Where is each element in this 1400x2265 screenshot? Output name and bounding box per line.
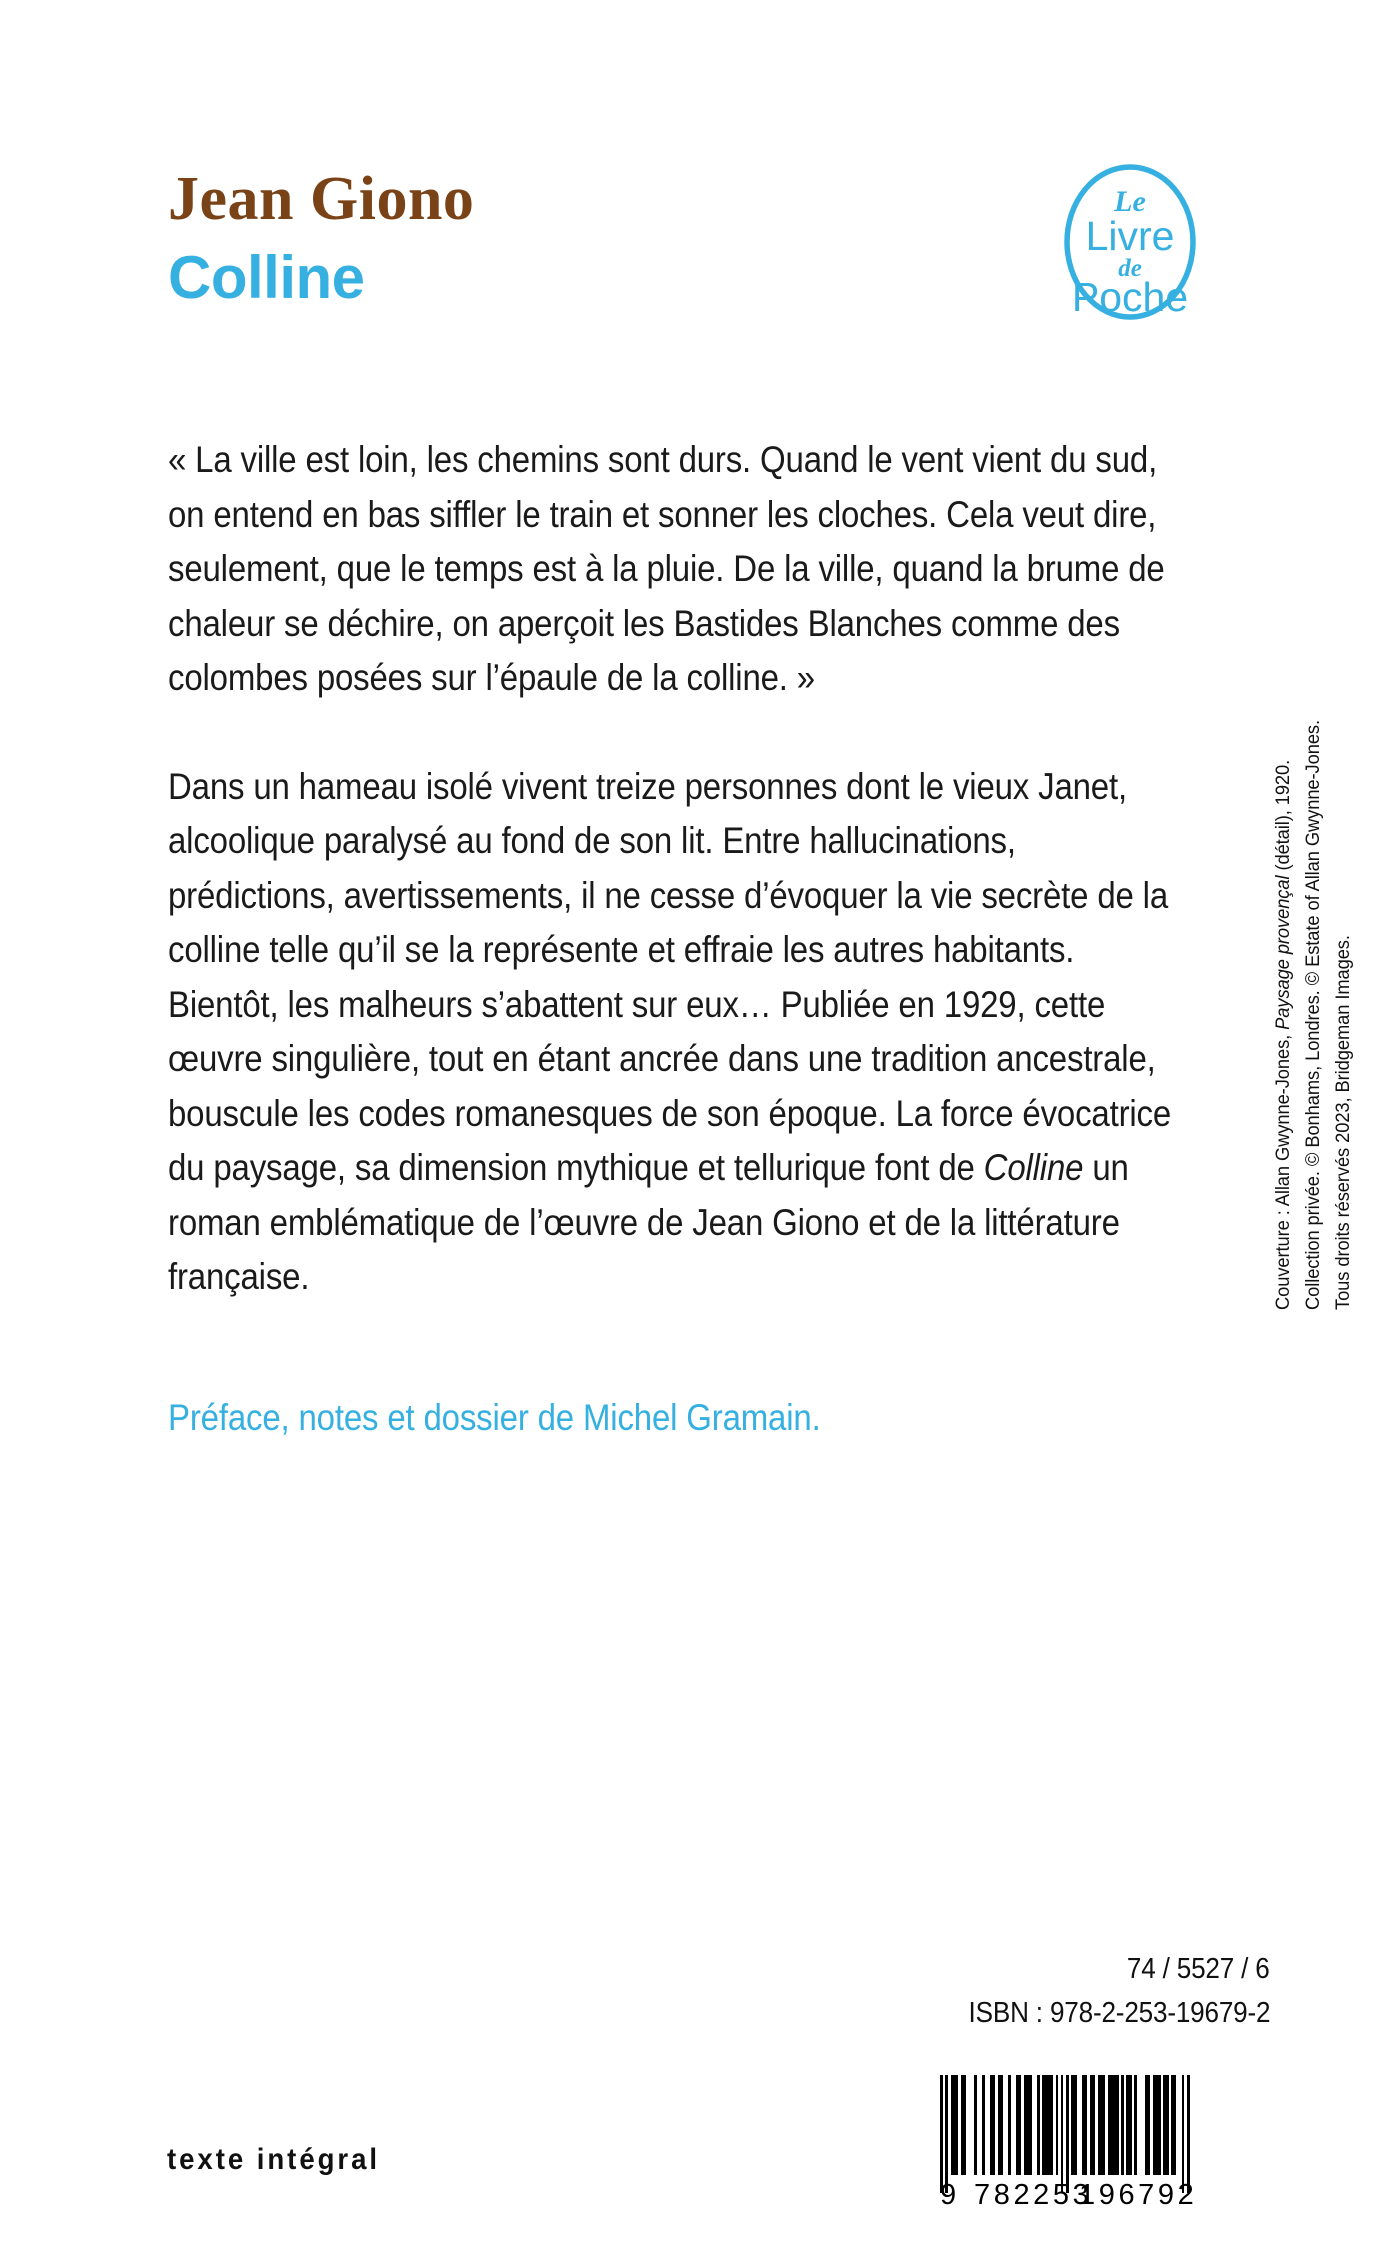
barcode-bar xyxy=(1108,2075,1119,2175)
barcode-bar xyxy=(1024,2075,1032,2175)
logo-text-de: de xyxy=(1118,255,1142,282)
summary-text-part2: un roman emblématique de l’œuvre de Jean Giono et de la littérature française. xyxy=(168,1146,1129,1297)
barcode-right-group: 196792 xyxy=(1079,2179,1198,2211)
credits-line-2: Collection privée. © Bonhams, Londres. © Estate of Allan Gwynne-Jones. xyxy=(1302,720,1324,1310)
credits-line-1-prefix: Couverture : Allan Gwynne-Jones, xyxy=(1272,1029,1294,1310)
logo-text-poche: Poche xyxy=(1071,274,1189,320)
texte-integral-label: texte intégral xyxy=(167,2143,381,2176)
barcode-bar xyxy=(1042,2075,1053,2175)
barcode-left-group: 782253 xyxy=(974,2179,1093,2211)
summary-title-mention: Colline xyxy=(983,1146,1084,1188)
summary-text-part1: Dans un hameau isolé vivent treize personnes dont le vieux Janet, alcoolique paralysé au fond de son lit. Entre hallucinations, prédictions, avertissements, il ne cesse d’évoquer la vie secrète de la colline telle qu’il se la représente et effraie les autres habitants. Bientôt, les malheurs s’abattent sur eux… Publiée en 1929, cette œuvre singulière, tout en étant ancrée dans une tradition ancestrale, bouscule les codes romanesques de son époque. La force évocatrice du paysage, sa dimension mythique et tellurique font de xyxy=(168,764,1172,1188)
author-name: Jean Giono xyxy=(168,165,475,233)
barcode-digits xyxy=(940,2175,1198,2211)
back-cover-blurb xyxy=(168,432,1190,1444)
logo-text-livre: Livre xyxy=(1085,213,1175,259)
credits-line-1 xyxy=(1268,708,1298,1310)
page-title: Colline xyxy=(168,244,365,311)
barcode-bar xyxy=(966,2075,974,2175)
credits-artwork-title: Paysage provençal xyxy=(1272,875,1294,1030)
preface-credit-line: Préface, notes et dossier de Michel Gramain. xyxy=(168,1395,821,1438)
credits-line-1-suffix: (détail), 1920. xyxy=(1272,759,1294,876)
catalogue-code: 74 / 5527 / 6 xyxy=(1127,1953,1270,1985)
barcode-bar xyxy=(951,2075,959,2175)
logo-text-le: Le xyxy=(1114,185,1146,218)
cover-credits-block xyxy=(1268,720,1364,1950)
barcode-bar xyxy=(1153,2075,1161,2175)
cover-header xyxy=(168,165,868,311)
barcode-bar xyxy=(1137,2075,1145,2175)
barcode-lead-digit: 9 xyxy=(940,2179,957,2211)
barcode-bar xyxy=(1098,2075,1106,2175)
ean13-barcode xyxy=(940,2075,1198,2235)
summary-paragraph xyxy=(168,759,1184,1304)
isbn-text: ISBN : 978-2-253-19679-2 xyxy=(968,1997,1270,2029)
quotation-paragraph: « La ville est loin, les chemins sont durs. Quand le vent vient du sud, on entend en bas siffler le train et sonner les cloches. Cela veut dire, seulement, que le temps est à la pluie. De la ville, quand la brume de chaleur se déchire, on aperçoit les Bastides Blanches comme des colombes posées sur l’épaule de la colline. » xyxy=(168,438,1165,698)
credits-line-3: Tous droits réservés 2023, Bridgeman Images. xyxy=(1332,935,1354,1310)
publisher-logo xyxy=(1063,163,1197,321)
